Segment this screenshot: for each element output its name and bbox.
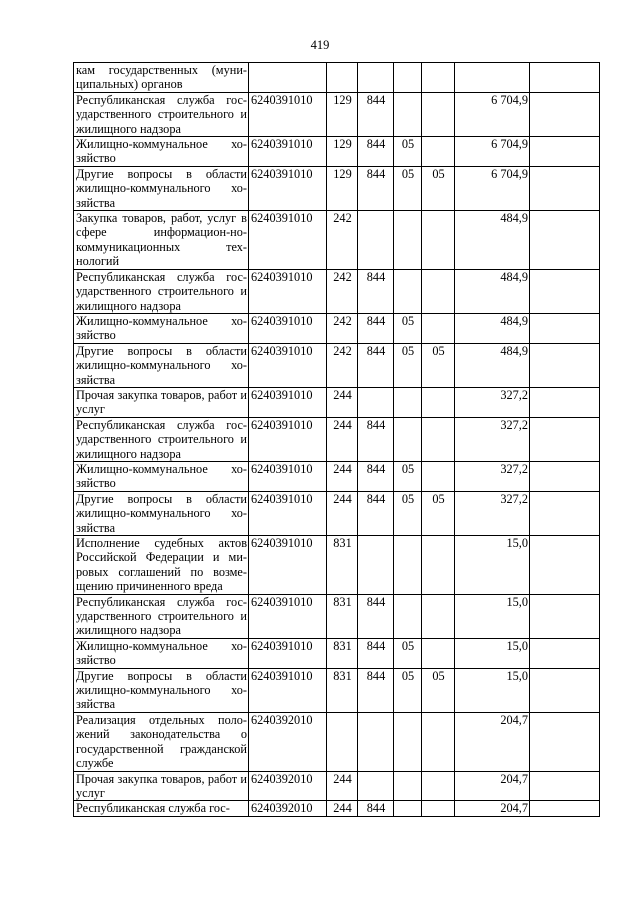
row-subsection: 05 <box>422 668 455 712</box>
row-extra <box>530 211 600 270</box>
row-section: 05 <box>394 461 422 491</box>
table-row <box>74 594 600 638</box>
row-department: 844 <box>358 313 394 343</box>
row-section <box>394 92 422 136</box>
row-expense-type: 244 <box>327 771 358 801</box>
row-target-code: 6240391010 <box>249 92 327 136</box>
row-extra <box>530 269 600 313</box>
row-subsection <box>422 417 455 461</box>
row-department: 844 <box>358 801 394 816</box>
row-expense-type: 242 <box>327 269 358 313</box>
row-section <box>394 771 422 801</box>
row-subsection <box>422 771 455 801</box>
row-section: 05 <box>394 343 422 387</box>
row-subsection: 05 <box>422 166 455 210</box>
row-amount: 484,9 <box>455 211 530 270</box>
row-extra <box>530 63 600 93</box>
table-row <box>74 491 600 535</box>
row-target-code: 6240392010 <box>249 771 327 801</box>
table-row <box>74 536 600 595</box>
row-department <box>358 712 394 771</box>
table-row <box>74 166 600 210</box>
row-section: 05 <box>394 668 422 712</box>
table-body <box>74 63 600 817</box>
row-extra <box>530 387 600 417</box>
row-amount: 484,9 <box>455 269 530 313</box>
row-subsection <box>422 638 455 668</box>
row-amount: 327,2 <box>455 491 530 535</box>
row-amount: 15,0 <box>455 638 530 668</box>
table-row <box>74 137 600 167</box>
budget-table <box>73 62 600 817</box>
row-department: 844 <box>358 269 394 313</box>
row-target-code: 6240391010 <box>249 387 327 417</box>
row-expense-type: 831 <box>327 536 358 595</box>
row-expense-type: 244 <box>327 491 358 535</box>
row-name: Жилищно-коммунальное хо-зяйство <box>74 313 249 343</box>
table-row <box>74 668 600 712</box>
row-department <box>358 63 394 93</box>
table-row <box>74 313 600 343</box>
row-department: 844 <box>358 594 394 638</box>
row-name: Прочая закупка товаров, работ и услуг <box>74 387 249 417</box>
row-subsection <box>422 594 455 638</box>
row-extra <box>530 712 600 771</box>
row-section <box>394 211 422 270</box>
row-expense-type: 831 <box>327 638 358 668</box>
row-section <box>394 63 422 93</box>
row-extra <box>530 92 600 136</box>
row-amount: 327,2 <box>455 417 530 461</box>
row-section: 05 <box>394 166 422 210</box>
row-target-code: 6240391010 <box>249 417 327 461</box>
row-expense-type: 242 <box>327 211 358 270</box>
table-row <box>74 343 600 387</box>
row-department: 844 <box>358 638 394 668</box>
row-expense-type: 831 <box>327 594 358 638</box>
row-target-code: 6240392010 <box>249 712 327 771</box>
row-expense-type: 129 <box>327 137 358 167</box>
row-target-code: 6240391010 <box>249 137 327 167</box>
row-target-code: 6240391010 <box>249 536 327 595</box>
row-expense-type: 244 <box>327 387 358 417</box>
row-extra <box>530 638 600 668</box>
row-target-code <box>249 63 327 93</box>
row-name: Республиканская служба гос- <box>74 801 249 816</box>
row-section <box>394 536 422 595</box>
row-expense-type: 244 <box>327 417 358 461</box>
table-row <box>74 461 600 491</box>
row-subsection <box>422 269 455 313</box>
row-section: 05 <box>394 491 422 535</box>
row-department: 844 <box>358 343 394 387</box>
row-amount: 484,9 <box>455 313 530 343</box>
row-department: 844 <box>358 668 394 712</box>
row-name: Жилищно-коммунальное хо-зяйство <box>74 137 249 167</box>
row-name: Другие вопросы в области жилищно-коммунального хо-зяйства <box>74 491 249 535</box>
row-target-code: 6240391010 <box>249 269 327 313</box>
table-row <box>74 801 600 816</box>
row-target-code: 6240391010 <box>249 668 327 712</box>
row-name: Реализация отдельных поло-жений законодательства о государственной гражданской службе <box>74 712 249 771</box>
row-amount <box>455 63 530 93</box>
row-name: Другие вопросы в области жилищно-коммунального хо-зяйства <box>74 343 249 387</box>
row-section: 05 <box>394 638 422 668</box>
row-department: 844 <box>358 461 394 491</box>
row-section: 05 <box>394 313 422 343</box>
row-subsection <box>422 137 455 167</box>
row-name: Жилищно-коммунальное хо-зяйство <box>74 638 249 668</box>
table-row <box>74 211 600 270</box>
row-expense-type: 831 <box>327 668 358 712</box>
row-section <box>394 712 422 771</box>
row-amount: 6 704,9 <box>455 137 530 167</box>
row-target-code: 6240391010 <box>249 638 327 668</box>
row-department <box>358 771 394 801</box>
row-amount: 204,7 <box>455 712 530 771</box>
table-row <box>74 92 600 136</box>
row-section <box>394 387 422 417</box>
row-target-code: 6240391010 <box>249 166 327 210</box>
row-department: 844 <box>358 137 394 167</box>
row-extra <box>530 313 600 343</box>
row-target-code: 6240391010 <box>249 343 327 387</box>
row-department <box>358 536 394 595</box>
table-row <box>74 771 600 801</box>
row-expense-type <box>327 63 358 93</box>
row-subsection <box>422 536 455 595</box>
row-amount: 6 704,9 <box>455 92 530 136</box>
row-subsection <box>422 211 455 270</box>
row-name: Исполнение судебных актов Российской Федерации и ми-ровых соглашений по возме-щению причиненного вреда <box>74 536 249 595</box>
row-amount: 484,9 <box>455 343 530 387</box>
row-subsection <box>422 387 455 417</box>
row-name: Республиканская служба гос-ударственного строительного и жилищного надзора <box>74 417 249 461</box>
row-expense-type: 129 <box>327 92 358 136</box>
row-name: Жилищно-коммунальное хо-зяйство <box>74 461 249 491</box>
row-target-code: 6240391010 <box>249 211 327 270</box>
row-name: Другие вопросы в области жилищно-коммунального хо-зяйства <box>74 166 249 210</box>
row-expense-type: 129 <box>327 166 358 210</box>
row-amount: 327,2 <box>455 461 530 491</box>
row-target-code: 6240391010 <box>249 491 327 535</box>
row-amount: 204,7 <box>455 801 530 816</box>
row-name: Республиканская служба гос-ударственного строительного и жилищного надзора <box>74 269 249 313</box>
table-row <box>74 63 600 93</box>
row-subsection <box>422 313 455 343</box>
row-target-code: 6240391010 <box>249 594 327 638</box>
row-section: 05 <box>394 137 422 167</box>
row-subsection <box>422 712 455 771</box>
row-department: 844 <box>358 417 394 461</box>
row-name: Закупка товаров, работ, услуг в сфере информацион-но-коммуникационных тех-нологий <box>74 211 249 270</box>
row-section <box>394 269 422 313</box>
row-amount: 15,0 <box>455 668 530 712</box>
row-target-code: 6240392010 <box>249 801 327 816</box>
row-section <box>394 417 422 461</box>
row-name: Другие вопросы в области жилищно-коммунального хо-зяйства <box>74 668 249 712</box>
table-row <box>74 417 600 461</box>
row-amount: 6 704,9 <box>455 166 530 210</box>
row-subsection <box>422 63 455 93</box>
row-extra <box>530 166 600 210</box>
row-department <box>358 211 394 270</box>
row-extra <box>530 594 600 638</box>
row-extra <box>530 771 600 801</box>
row-expense-type <box>327 712 358 771</box>
table-row <box>74 387 600 417</box>
row-department: 844 <box>358 166 394 210</box>
row-department: 844 <box>358 92 394 136</box>
row-amount: 15,0 <box>455 594 530 638</box>
row-amount: 204,7 <box>455 771 530 801</box>
row-name: Республиканская служба гос-ударственного строительного и жилищного надзора <box>74 594 249 638</box>
page-number: 419 <box>310 38 330 52</box>
row-subsection: 05 <box>422 491 455 535</box>
row-extra <box>530 536 600 595</box>
row-subsection <box>422 92 455 136</box>
row-subsection <box>422 461 455 491</box>
row-target-code: 6240391010 <box>249 461 327 491</box>
row-subsection: 05 <box>422 343 455 387</box>
row-extra <box>530 343 600 387</box>
row-extra <box>530 491 600 535</box>
row-extra <box>530 461 600 491</box>
row-expense-type: 244 <box>327 801 358 816</box>
row-department: 844 <box>358 491 394 535</box>
table-row <box>74 269 600 313</box>
row-extra <box>530 801 600 816</box>
table-row <box>74 712 600 771</box>
row-target-code: 6240391010 <box>249 313 327 343</box>
row-extra <box>530 137 600 167</box>
row-name: Республиканская служба гос-ударственного строительного и жилищного надзора <box>74 92 249 136</box>
row-subsection <box>422 801 455 816</box>
row-name: Прочая закупка товаров, работ и услуг <box>74 771 249 801</box>
row-section <box>394 801 422 816</box>
row-amount: 327,2 <box>455 387 530 417</box>
row-expense-type: 244 <box>327 461 358 491</box>
row-expense-type: 242 <box>327 343 358 387</box>
table-row <box>74 638 600 668</box>
row-expense-type: 242 <box>327 313 358 343</box>
row-extra <box>530 417 600 461</box>
row-name: кам государственных (муни-ципальных) органов <box>74 63 249 93</box>
row-department <box>358 387 394 417</box>
row-extra <box>530 668 600 712</box>
row-amount: 15,0 <box>455 536 530 595</box>
row-section <box>394 594 422 638</box>
